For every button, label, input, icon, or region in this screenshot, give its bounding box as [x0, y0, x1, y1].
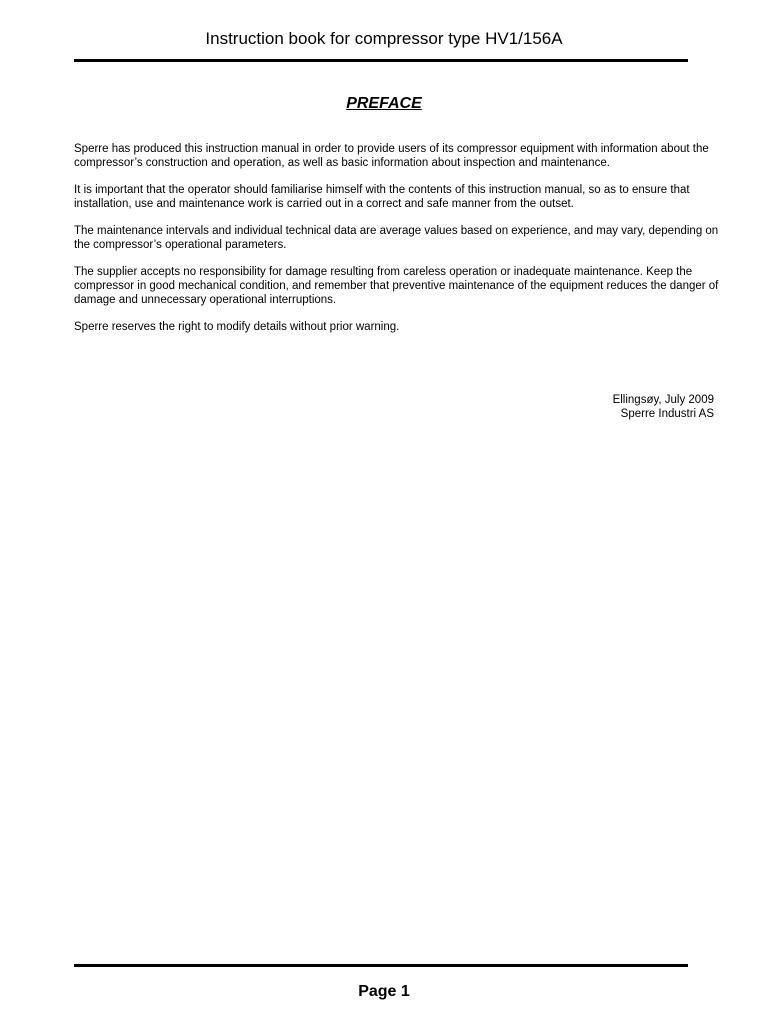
signature-place-date: Ellingsøy, July 2009 — [612, 394, 714, 406]
page-number: Page 1 — [358, 983, 410, 1000]
preface-heading: PREFACE — [346, 95, 422, 112]
preface-paragraph: Sperre reserves the right to modify details without prior warning. — [74, 321, 400, 333]
signature-block — [613, 393, 714, 421]
header-rule — [74, 59, 688, 62]
signature-company: Sperre Industri AS — [620, 408, 714, 420]
preface-body — [74, 142, 724, 347]
footer-rule — [74, 964, 688, 967]
preface-paragraph: Sperre has produced this instruction manual in order to provide users of its compressor equipment with information about the compressor’s construction and operation, as well as basic information about inspection and maintenance. — [74, 143, 709, 169]
header-title: Instruction book for compressor type HV1/156A — [205, 29, 563, 48]
preface-paragraph: It is important that the operator should familiarise himself with the contents of this instruction manual, so as to ensure that installation, use and maintenance work is carried out in a correct and safe manner from the outset. — [74, 184, 690, 210]
preface-paragraph: The maintenance intervals and individual technical data are average values based on experience, and may vary, depending on the compressor’s operational parameters. — [74, 225, 719, 251]
preface-paragraph: The supplier accepts no responsibility for damage resulting from careless operation or inadequate maintenance. Keep the compressor in good mechanical condition, and remember that preventive maintenance of the equipment reduces the danger of damage and unnecessary operational interruptions. — [74, 266, 719, 306]
